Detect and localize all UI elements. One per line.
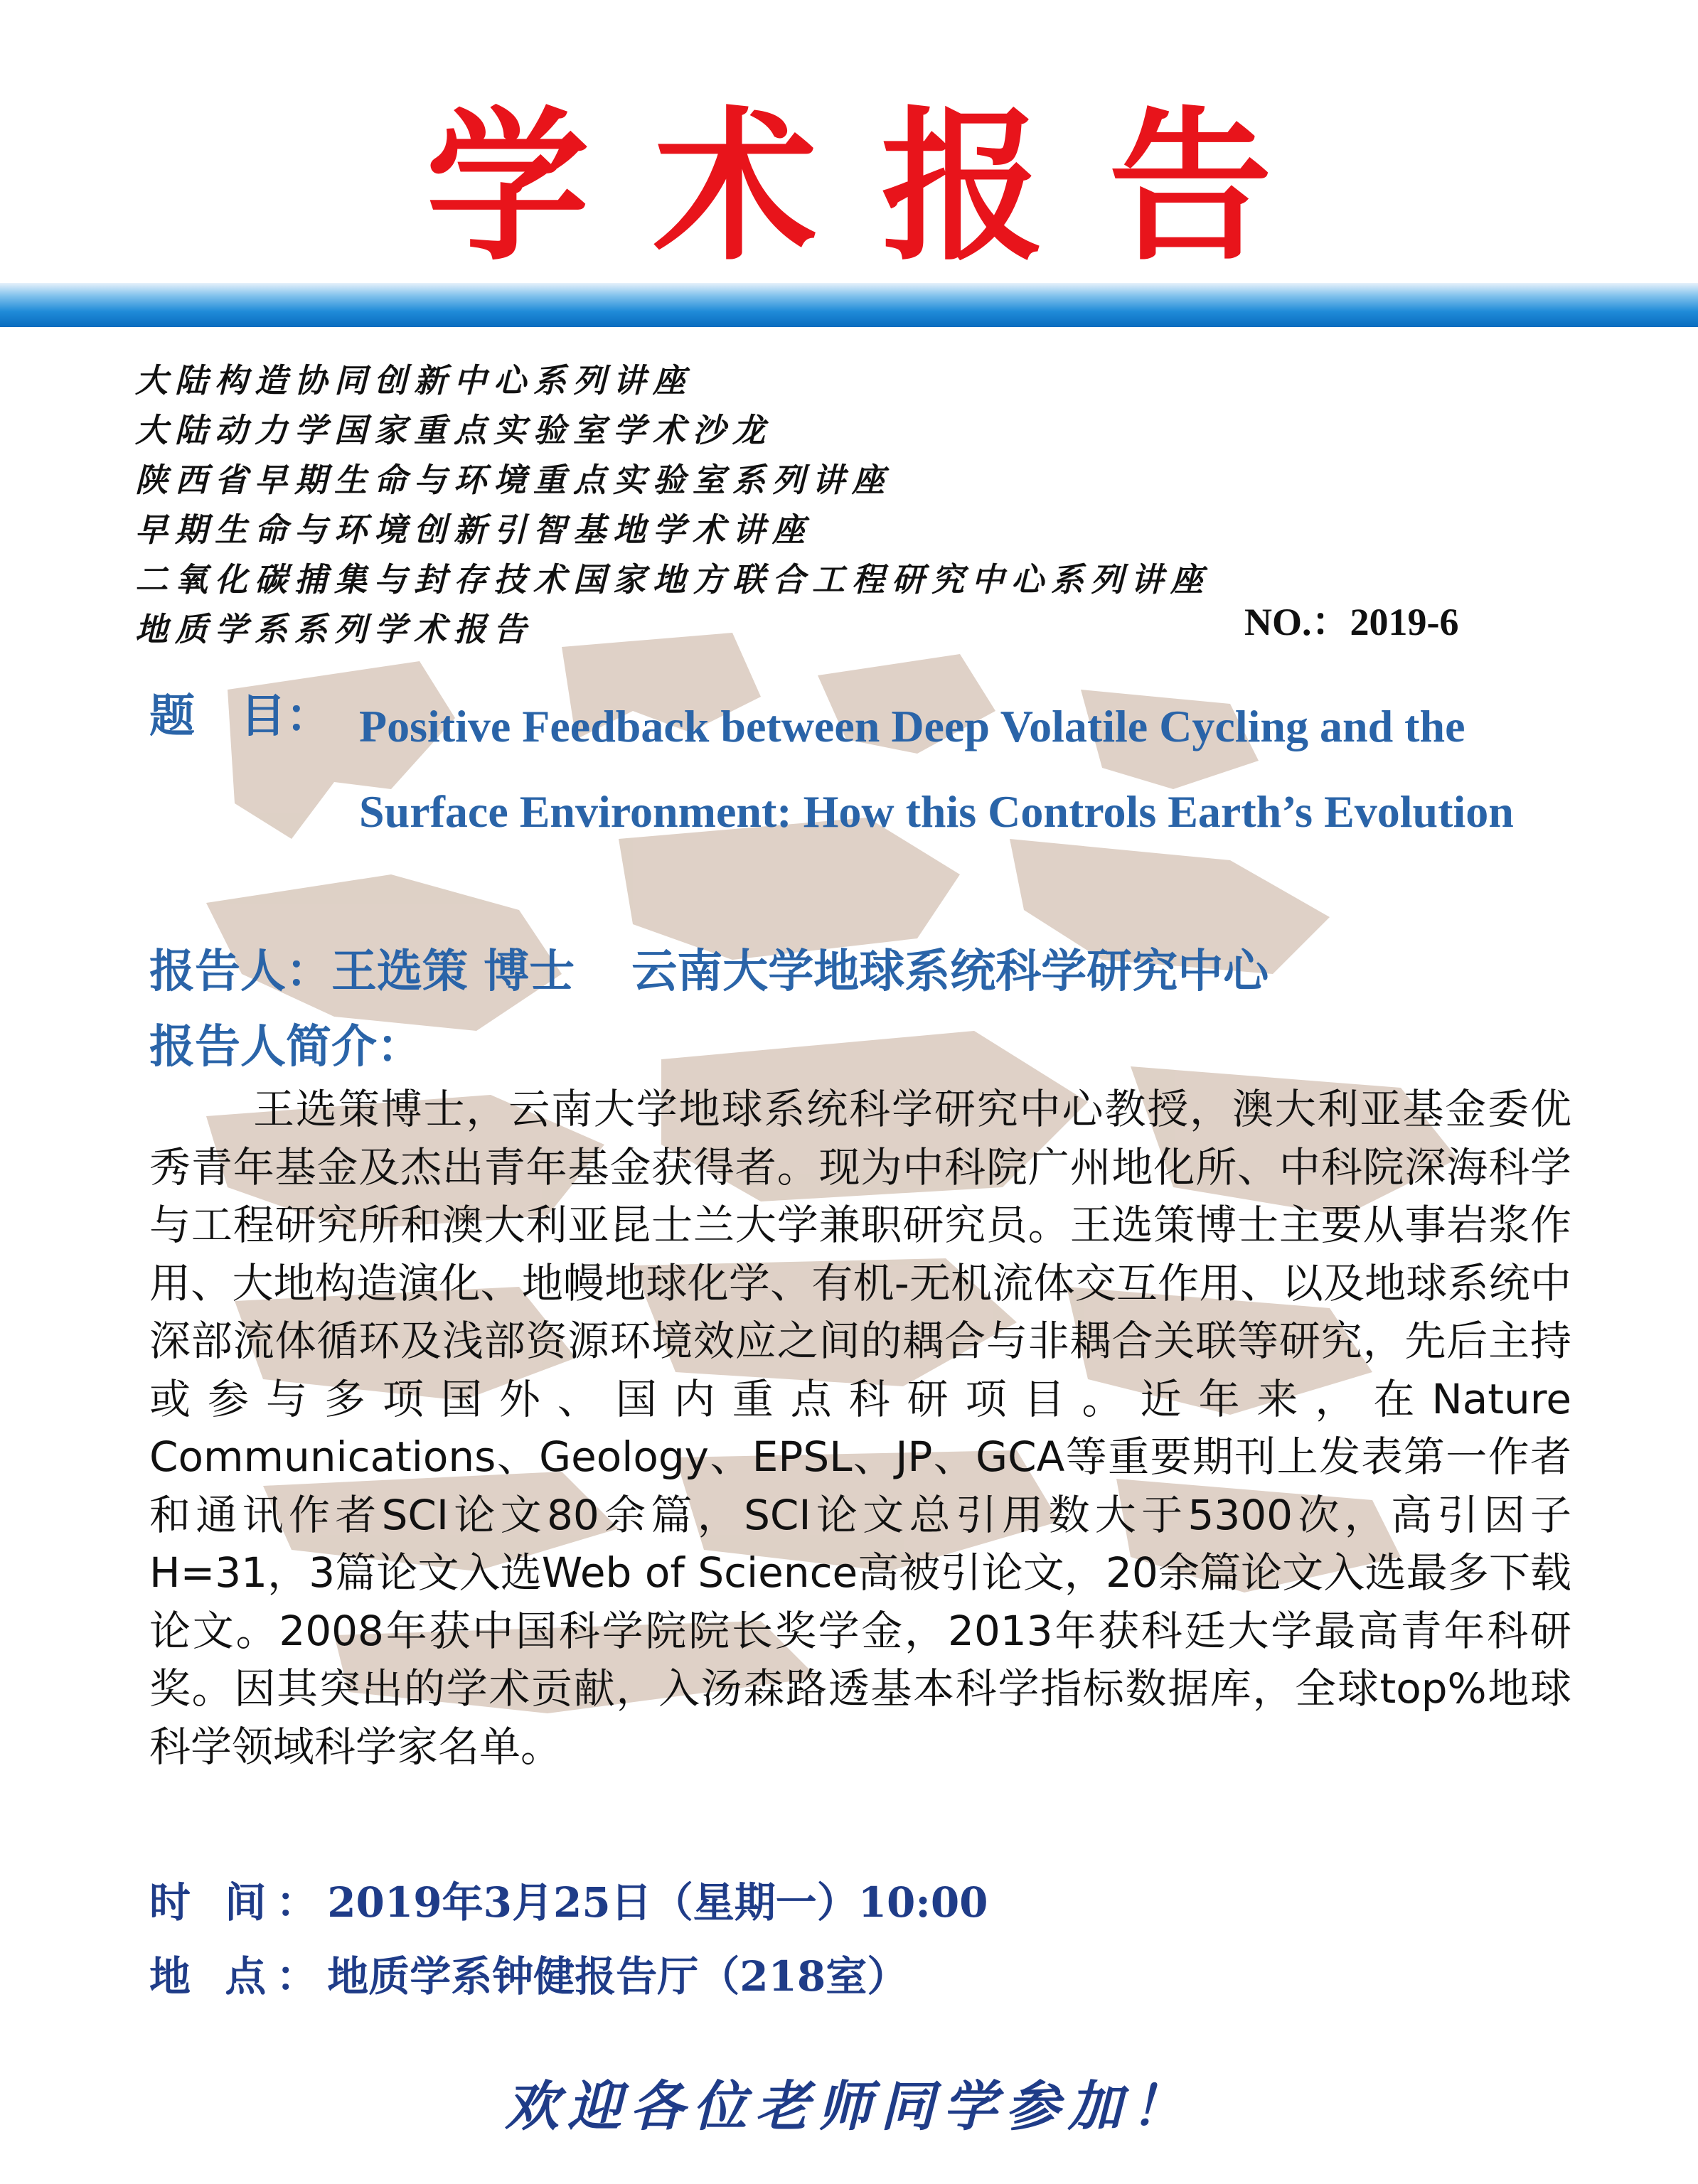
time-label: 时 间： bbox=[149, 1878, 328, 1927]
place-line bbox=[149, 1948, 908, 2005]
series-item: 大陆动力学国家重点实验室学术沙龙 bbox=[135, 411, 772, 449]
bio-text: 王选策博士，云南大学地球系统科学研究中心教授，澳大利亚基金委优秀青年基金及杰出青年基金获得者。现为中科院广州地化所、中科院深海科学与工程研究所和澳大利亚昆士兰大学兼职研究员。王选策博士主要从事岩浆作用、大地构造演化、地幔地球化学、有机-无机流体交互作用、以及地球系统中深部流体循环及浅部资源环境效应之间的耦合与非耦合关联等研究，先后主持或参与多项国外、国内重点科研项目。近年来，在Nature Communications、Geology、EPSL、JP、GCA等重要期刊上发表第一作者和通讯作者SCI论文80余篇，SCI论文总引用数大于5300次，高引因子H=31，3篇论文入选Web of Science高被引论文，20余篇论文入选最多下载论文。2008年获中国科学院院长奖学金，2013年获科廷大学最高青年科研奖。因其突出的学术贡献，入汤森路透基本科学指标数据库，全球top%地球科学领域科学家名单。 bbox=[149, 1085, 1571, 1771]
series-item: 二氧化碳捕集与封存技术国家地方联合工程研究中心系列讲座 bbox=[135, 560, 1210, 599]
lecture-series-list bbox=[135, 355, 1210, 654]
time-value: 2019年3月25日（星期一）10:00 bbox=[327, 1878, 988, 1927]
header-band bbox=[0, 283, 1698, 327]
time-line bbox=[149, 1874, 988, 1931]
speaker-name: 王选策 博士 bbox=[331, 946, 575, 998]
bio-label: 报告人简介： bbox=[149, 1021, 422, 1074]
place-label: 地 点： bbox=[149, 1952, 328, 2001]
series-item: 大陆构造协同创新中心系列讲座 bbox=[135, 361, 693, 400]
series-item: 早期生命与环境创新引智基地学术讲座 bbox=[135, 510, 812, 549]
report-number: NO.：2019-6 bbox=[1244, 601, 1459, 643]
series-item: 陕西省早期生命与环境重点实验室系列讲座 bbox=[135, 461, 892, 499]
welcome-message: 欢迎各位老师同学参加！ bbox=[505, 2075, 1193, 2138]
poster-title: 学术报告 bbox=[426, 93, 1336, 283]
series-item: 地质学系系列学术报告 bbox=[135, 610, 533, 648]
topic-text: Positive Feedback between Deep Volatile Cycling and the Surface Environment: How this Controls Earth’s Evolution bbox=[359, 701, 1514, 837]
speaker-affiliation: 云南大学地球系统科学研究中心 bbox=[631, 946, 1269, 998]
place-value: 地质学系钟健报告厅（218室） bbox=[327, 1952, 909, 2001]
topic-label: 题 目： bbox=[149, 690, 331, 743]
speaker-line bbox=[149, 940, 1269, 1004]
speaker-label: 报告人： bbox=[149, 946, 331, 998]
